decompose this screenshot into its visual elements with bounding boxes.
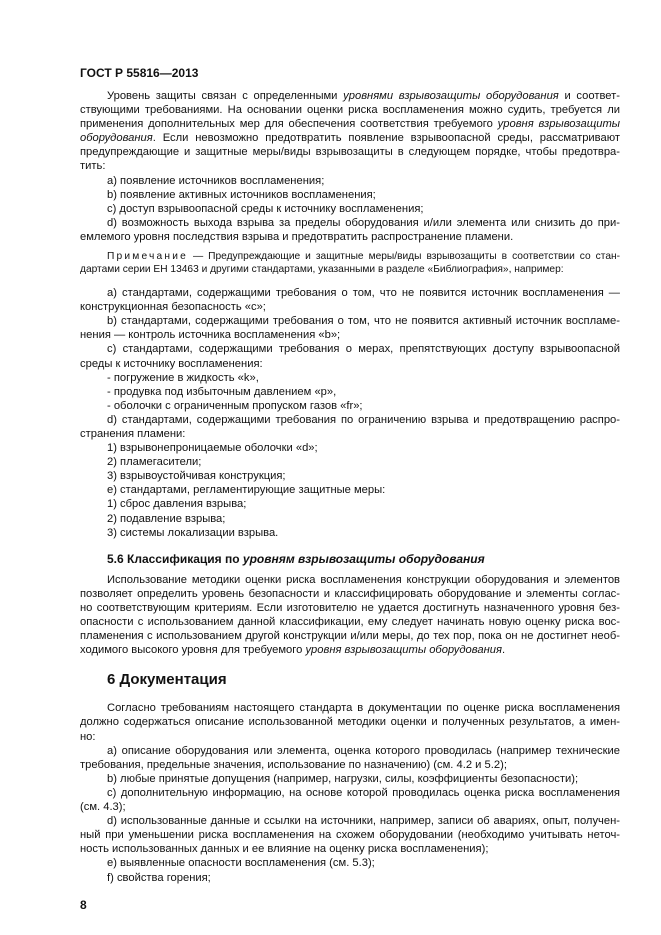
paragraph — [80, 371, 620, 385]
text-span: 5.6 Классификация по — [107, 551, 243, 566]
text-line — [80, 131, 620, 145]
paragraph — [80, 89, 620, 174]
text-line: а) стандартами, содержащими требования о том, что не появится источник воспламенения — — [107, 287, 620, 300]
italic-term: уровнями взрывозащиты оборудования — [343, 90, 559, 102]
text-line: позволяет определить уровень безопасности и классифицировать оборудование и элементы соглас- — [80, 587, 620, 600]
text-line: должно содержаться описание использованной методики оценки и полученных результатов, а имен- — [80, 716, 620, 729]
text-span: и соответ- — [558, 90, 620, 102]
paragraph — [80, 455, 620, 469]
italic-term: уровня взрывозащиты — [497, 118, 620, 131]
text-line: d) возможность выхода взрыва за пределы оборудования и/или элемента или снизить до при- — [107, 216, 620, 229]
text-line: требования, предельные значения, использование по назначению) (см. 4.2 и 5.2); — [80, 758, 507, 771]
text-line: d) стандартами, содержащими требования по ограничению взрыва и предотвращению распро- — [107, 413, 620, 426]
text-line — [80, 117, 620, 131]
document-body — [80, 89, 620, 885]
text-span: . Если невозможно предотвратить появление взрывоопасной среды, рассматривают — [152, 132, 620, 145]
text-line: с) дополнительную информацию, на основе которой проводилась оценка риска воспламенения — [107, 786, 620, 799]
text-line: ность использованных данных и ее влияние на оценку риска воспламенения); — [80, 843, 489, 856]
document-header: ГОСТ Р 55816—2013 — [80, 66, 199, 80]
italic-term: уровня взрывозащиты оборудования — [305, 644, 502, 657]
text-line: - погружение в жидкость «k», — [107, 371, 259, 384]
text-line: но: — [80, 730, 96, 743]
text-line: f) свойства горения; — [107, 871, 211, 884]
text-line: тить: — [80, 160, 106, 173]
text-line: странения пламени: — [80, 427, 186, 440]
text-line: конструкционная безопасность «с»; — [80, 301, 266, 314]
paragraph — [80, 786, 620, 814]
paragraph — [80, 174, 620, 188]
text-line: а) появление источников воспламенения; — [107, 174, 325, 187]
text-line: 2) подавление взрыва; — [107, 512, 226, 525]
text-line: Согласно требованиям настоящего стандарта в документации по оценке риска воспламенения — [107, 702, 620, 715]
text-line: нения — контроль источника воспламенения «b»; — [80, 329, 341, 342]
text-line: с) доступ взрывоопасной среды к источнику воспламенения; — [107, 202, 424, 215]
paragraph — [80, 441, 620, 455]
text-line: предупреждающие и защитные меры/виды взрывозащиты в следующем порядке, чтобы предотвра- — [80, 146, 620, 159]
text-line: но соответствующим критериям. Если изготовителю не удается достигнуть назначенного уровня без- — [80, 602, 620, 614]
text-span: применения дополнительных мер для обеспечения соответствия требуемого — [80, 118, 498, 131]
paragraph — [80, 202, 620, 216]
text-line: 2) пламегасители; — [107, 456, 202, 469]
text-line: дартами серии ЕН 13463 и другими стандартами, указанными в разделе «Библиография», например: — [80, 263, 564, 275]
text-line — [80, 643, 620, 657]
text-line: ный при уменьшении риска воспламенения на схожем оборудовании (необходимо учитывать неточ- — [80, 829, 620, 842]
text-line: 6 Документация — [107, 671, 227, 689]
paragraph — [80, 385, 620, 399]
text-line: пламенения с использованием другой конструкции и/или меры, до тех пор, пока он не достигнет необ- — [80, 630, 620, 643]
paragraph — [80, 342, 620, 370]
paragraph — [80, 314, 620, 342]
text-line: d) использованные данные и ссылки на источники, например, записи об авариях, опыт, получен- — [107, 815, 620, 828]
text-line: b) стандартами, содержащими требования о том, что не появится активный источник воспламе- — [107, 315, 620, 328]
paragraph — [80, 512, 620, 526]
paragraph — [80, 188, 620, 202]
text-span: . — [501, 644, 506, 657]
note — [80, 251, 620, 276]
text-line: 3) системы локализации взрыва. — [107, 526, 279, 539]
italic-term: уровням взрывозащиты оборудования — [242, 551, 485, 566]
text-line: b) появление активных источников воспламенения; — [107, 188, 376, 201]
text-line: - оболочки с ограниченным пропуском газов «fr»; — [107, 399, 363, 412]
paragraph — [80, 413, 620, 441]
text-line: с) стандартами, содержащими требования о мерах, препятствующих доступу взрывоопасной — [107, 343, 620, 356]
paragraph — [80, 871, 620, 885]
text-line: а) описание оборудования или элемента, оценка которого проводилась (например технические — [107, 744, 620, 757]
paragraph — [80, 483, 620, 497]
text-line: опасности с использованием данной классификации, ему следует начинать новую оценку риска вос- — [80, 616, 620, 629]
text-line: ствующими требованиями. На основании оценки риска воспламенения можно судить, требуется ли — [80, 104, 620, 117]
text-line — [80, 89, 620, 103]
text-line: емлемого уровня последствия взрыва и предотвратить распространение пламени. — [80, 230, 514, 243]
paragraph — [80, 497, 620, 511]
paragraph — [80, 701, 620, 743]
paragraph — [80, 814, 620, 856]
paragraph — [80, 469, 620, 483]
paragraph — [80, 856, 620, 870]
paragraph — [80, 744, 620, 772]
text-line: - продувка под избыточным давлением «р», — [107, 385, 337, 398]
text-line: е) стандартами, регламентирующие защитные меры: — [107, 484, 386, 497]
text-line: 3) взрывоустойчивая конструкция; — [107, 470, 286, 483]
paragraph — [80, 772, 620, 786]
text-span: — Предупреждающие и защитные меры/виды взрывозащиты в соответствии со стан- — [187, 251, 620, 263]
page-number: 8 — [80, 898, 87, 912]
paragraph — [80, 399, 620, 413]
paragraph — [80, 526, 620, 540]
text-line: b) любые принятые допущения (например, нагрузки, силы, коэффициенты безопасности); — [107, 772, 579, 785]
paragraph — [80, 573, 620, 658]
chapter-heading — [80, 671, 620, 689]
text-line: Использование методики оценки риска воспламенения конструкции оборудования и элементов — [107, 573, 620, 586]
text-line: (см. 4.3); — [80, 801, 126, 814]
text-line: 1) взрывонепроницаемые оболочки «d»; — [107, 442, 318, 455]
text-span: ходимого высокого уровня для требуемого — [80, 644, 306, 657]
section-heading — [80, 552, 620, 566]
text-span: Уровень защиты связан с определенными — [107, 90, 344, 102]
note-label: Примечание — [107, 251, 188, 263]
paragraph — [80, 286, 620, 314]
paragraph — [80, 216, 620, 244]
text-line: е) выявленные опасности воспламенения (см. 5.3); — [107, 857, 375, 870]
italic-term: оборудования — [80, 132, 153, 145]
text-line — [80, 251, 620, 264]
text-line: среды к источнику воспламенения: — [80, 357, 263, 370]
text-line — [80, 552, 620, 566]
text-line: 1) сброс давления взрыва; — [107, 498, 247, 511]
